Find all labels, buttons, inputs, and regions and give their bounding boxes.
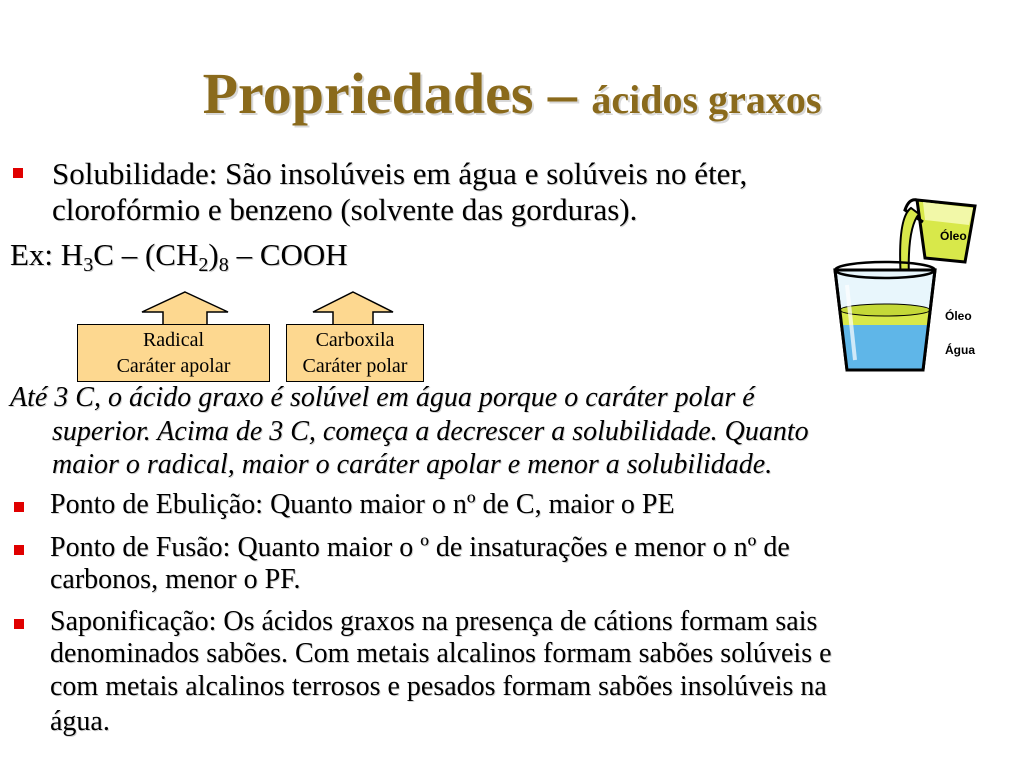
solubility-line-2: clorofórmio e benzeno (solvente das gorduras). [52, 192, 638, 227]
page-title [0, 60, 1024, 127]
fusao-line-1: Ponto de Fusão: Quanto maior o º de insaturações e menor o nº de [50, 532, 790, 563]
bullet-fusao-marker [14, 545, 24, 555]
radical-box-desc: Caráter apolar [116, 355, 231, 377]
bullet-saponificacao-marker [14, 619, 24, 629]
bullet-solubility-marker [13, 168, 23, 178]
fusao-line-2: carbonos, menor o PF. [50, 564, 301, 595]
paragraph-line-1: Até 3 C, o ácido graxo é solúvel em água porque o caráter polar é [10, 382, 755, 413]
formula-close: ) [208, 237, 219, 272]
saponificacao-line-3: com metais alcalinos terrosos e pesados formam sabões insolúveis na [50, 671, 827, 702]
saponificacao-line-2: denominados sabões. Com metais alcalinos formam sabões solúveis e [50, 638, 832, 669]
saponificacao-line-1: Saponificação: Os ácidos graxos na presença de cátions formam sais [50, 606, 818, 637]
carboxila-box [286, 324, 424, 382]
paragraph-line-3: maior o radical, maior o caráter apolar e menor a solubilidade. [52, 449, 773, 480]
carboxila-box-desc: Caráter polar [302, 355, 408, 377]
saponificacao-line-4: água. [50, 706, 110, 737]
formula-sub-2: 2 [198, 254, 209, 277]
radical-box-title: Radical [142, 329, 205, 351]
carboxila-arrow-icon [311, 290, 395, 326]
oleo-side-label: Óleo [945, 309, 972, 323]
oleo-top-label: Óleo [940, 229, 967, 243]
formula-prefix: Ex: H [10, 237, 84, 272]
title-sub: ácidos graxos [591, 77, 822, 122]
formula-end: – COOH [228, 237, 348, 272]
radical-box [77, 324, 270, 382]
formula-sub-3: 3 [83, 254, 94, 277]
example-formula [10, 237, 348, 277]
radical-arrow-icon [140, 290, 230, 326]
bullet-ebulicao-marker [14, 502, 24, 512]
oil-water-glass-illustration [825, 170, 985, 385]
formula-mid: C – (CH [93, 237, 199, 272]
carboxila-box-title: Carboxila [315, 329, 395, 351]
paragraph-line-2: superior. Acima de 3 C, começa a decrescer a solubilidade. Quanto [52, 416, 809, 447]
solubility-line-1: Solubilidade: São insolúveis em água e solúveis no éter, [52, 156, 748, 191]
ebulicao-line-1: Ponto de Ebulição: Quanto maior o nº de C, maior o PE [50, 489, 675, 520]
title-main: Propriedades – [202, 61, 592, 126]
agua-side-label: Água [945, 343, 975, 357]
formula-sub-8: 8 [218, 254, 229, 277]
